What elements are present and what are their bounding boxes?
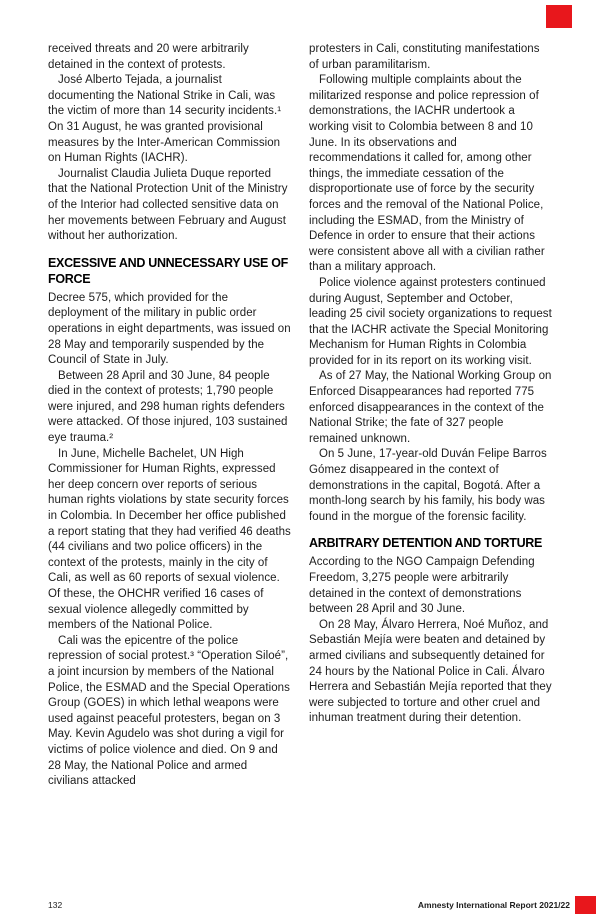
paragraph: received threats and 20 were arbitrarily detained in the context of protests. [48, 43, 249, 71]
paragraph: Following multiple complaints about the militarized response and police repression of demonstrations, the IACHR undertook a working visit to Colombia between 8 and 10 June. In its observations and recommendations it called for, among other things, the immediate cessation of the disproportionate use of force by the security forces and the removal of the National Police, including the ESMAD, from the Ministry of Defence in order to ensure that their actions were consistent above all with a civilian rather than a military approach. [309, 74, 545, 274]
paragraph: On 5 June, 17-year-old Duván Felipe Barros Gómez disappeared in the context of demonstrations in the capital, Bogotá. After a month-long search by his family, his body was found in the morgue of the forensic facility. [309, 448, 547, 523]
paragraph: Between 28 April and 30 June, 84 people died in the context of protests; 1,790 people were injured, and 298 human rights defenders were attacked. Of those injured, 103 sustained eye trauma.² [48, 369, 288, 445]
paragraph: On 28 May, Álvaro Herrera, Noé Muñoz, and Sebastián Mejía were beaten and detained by armed civilians and subsequently detained for 24 hours by the National Police in Cali. Álvaro Herrera and Sebastián Mejía reported that they were subjected to torture and other cruel and inhuman treatment during their detention. [309, 618, 552, 725]
footer-report-title: Amnesty International Report 2021/22 [417, 900, 570, 910]
paragraph: protesters in Cali, constituting manifestations of urban paramilitarism. [309, 43, 540, 71]
paragraph: José Alberto Tejada, a journalist documenting the National Strike in Cali, was the victim of more than 14 security incidents.¹ On 31 August, he was granted provisional measures by the Inter-American Commission on Human Rights (IACHR). [48, 74, 282, 165]
paragraph: Police violence against protesters continued during August, September and October, leading 25 civil society organizations to request that the IACHR activate the Special Monitoring Mechanism for Human Rights in Colombia provided for in its report on its working visit. [309, 276, 552, 367]
section-heading-arbitrary-detention: ARBITRARY DETENTION AND TORTURE [309, 536, 543, 551]
left-column [48, 42, 291, 790]
footer [48, 896, 596, 914]
paragraph: Journalist Claudia Julieta Duque reported that the National Protection Unit of the Ministry of the Interior had collected sensitive data on her movements between February and August without her authorization. [48, 167, 288, 243]
footer-right-group [418, 896, 596, 914]
red-corner-mark-top [546, 5, 572, 28]
section-heading-excessive-force: EXCESSIVE AND UNNECESSARY USE OF FORCE [48, 255, 288, 286]
red-corner-mark-bottom [575, 896, 596, 914]
paragraph: Cali was the epicentre of the police repression of social protest.³ “Operation Siloé”, a joint incursion by members of the National Police, the ESMAD and the Special Operations Group (GOES) in which lethal weapons were used against peaceful protesters, began on 3 May. Kevin Agudelo was shot during a vigil for victims of police violence and died. On 9 and 28 May, the National Police and armed civilians attacked [48, 634, 290, 788]
paragraph: In June, Michelle Bachelet, UN High Commissioner for Human Rights, expressed her deep concern over reports of serious human rights violations by state security forces in Colombia. In December her office published a report stating that they had verified 46 deaths (44 civilians and two police officers) in the context of the protests, mainly in the city of Cali, as well as 60 reports of sexual violence. Of these, the OHCHR verified 16 cases of sexual violence allegedly committed by members of the National Police. [48, 447, 291, 632]
two-column-text [48, 42, 552, 790]
paragraph: As of 27 May, the National Working Group on Enforced Disappearances had reported 775 enforced disappearances in the context of the National Strike; the fate of 327 people remained unknown. [309, 370, 552, 445]
paragraph: According to the NGO Campaign Defending Freedom, 3,275 people were arbitrarily detained in the context of demonstrations between 28 April and 30 June. [309, 556, 535, 616]
paragraph: Decree 575, which provided for the deployment of the military in public order operations in eight departments, was issued on 28 May and temporarily suspended by the Council of State in July. [48, 291, 291, 367]
right-column [309, 42, 552, 790]
page-number: 132 [48, 900, 63, 910]
